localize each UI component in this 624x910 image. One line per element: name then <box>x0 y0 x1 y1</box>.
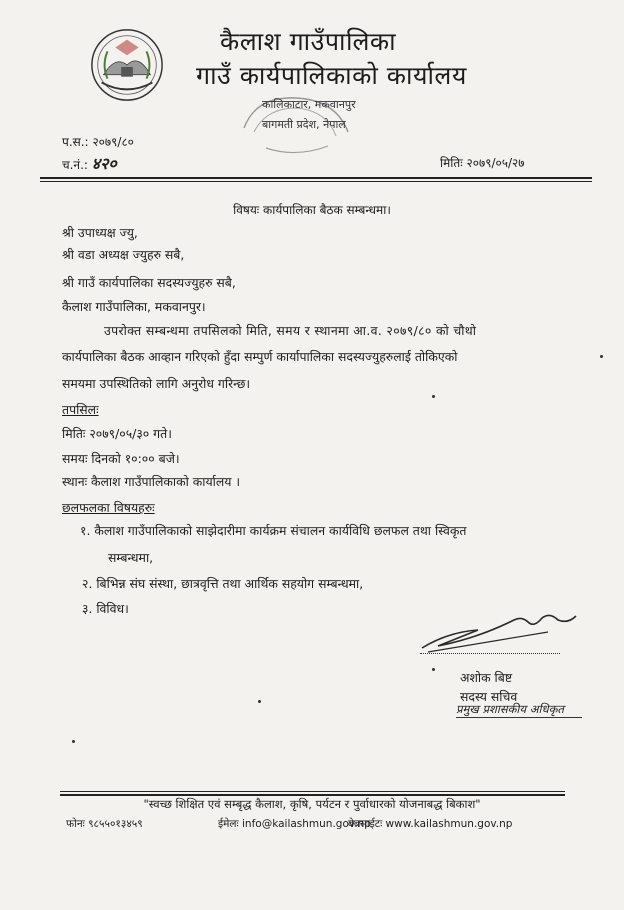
paper-speck <box>600 355 603 358</box>
meeting-place: स्थानः कैलाश गाउँपालिकाको कार्यालय । <box>62 474 241 489</box>
footer-phone: फोनः ९८५५०१३४५९ <box>66 818 143 830</box>
footer-website: वेबसाईटः www.kailashmun.gov.np <box>348 818 513 830</box>
agenda-item-2: २. बिभिन्न संघ संस्था, छात्रवृत्ति तथा आर्थिक सहयोग सम्बन्धमा, <box>82 576 364 591</box>
paper-speck <box>432 395 435 398</box>
details-heading: तपसिलः <box>62 402 99 417</box>
meeting-date: मितिः २०७९/०५/३० गते। <box>62 426 172 441</box>
footer-email: ईमेलः info@kailashmun.gov.np <box>218 818 371 830</box>
header-divider <box>40 177 592 179</box>
paper-speck <box>72 740 75 743</box>
agenda-heading: छलफलका विषयहरुः <box>62 500 155 515</box>
paper-speck <box>432 668 435 671</box>
ps-label: प.स.: <box>62 135 89 149</box>
dispatch-number <box>62 152 117 174</box>
recipient-line: श्री गाउँ कार्यपालिका सदस्यज्युहरु सबै, <box>62 275 236 290</box>
subject-line: विषयः कार्यपालिका बैठक सम्बन्धमा। <box>233 203 391 217</box>
signer-designation: सदस्य सचिव <box>460 689 518 704</box>
footer-divider-thin <box>60 791 565 792</box>
ps-value: २०७९/८० <box>92 135 134 149</box>
header-divider-thin <box>40 181 592 182</box>
body-paragraph-line: उपरोक्त सम्बन्धमा तपसिलको मिति, समय र स्थानमा आ.व. २०७९/८० को चौथो <box>104 323 477 338</box>
nepal-government-emblem-icon <box>88 26 166 104</box>
signature-line <box>420 653 560 654</box>
recipient-line: श्री उपाध्यक्ष ज्यु, <box>62 225 138 240</box>
date-value: २०७९/०५/२७ <box>466 156 525 170</box>
handwritten-signature <box>418 602 580 658</box>
reference-number <box>62 133 134 150</box>
meeting-time: समयः दिनको १०:०० बजे। <box>62 451 180 466</box>
agenda-item-1-continued: सम्बन्धमा, <box>108 550 154 565</box>
footer-divider <box>60 794 565 796</box>
agenda-item-3: ३. विविध। <box>82 601 129 616</box>
recipient-line: कैलाश गाउँपालिका, मकवानपुर। <box>62 299 206 314</box>
body-paragraph-line: समयमा उपस्थितिको लागि अनुरोध गरिन्छ। <box>62 376 251 391</box>
letter-date <box>440 154 525 171</box>
signer-designation-handwritten: प्रमुख प्रशासकीय अधिकृत <box>456 702 564 716</box>
body-paragraph-line: कार्यपालिका बैठक आव्हान गरिएको हुँदा सम्पुर्ण कार्यापालिका सदस्यज्युहरुलाई तोकिएको <box>62 349 458 364</box>
address-line-2: बागमती प्रदेश, नेपाल <box>262 118 346 131</box>
office-name: गाउँ कार्यपालिकाको कार्यालय <box>196 61 467 90</box>
agenda-item-1: १. कैलाश गाउँपालिकाको साझेदारीमा कार्यक्रम संचालन कार्यविधि छलफल तथा स्विकृत <box>80 523 467 538</box>
footer-slogan: "स्वच्छ शिक्षित एवं सम्बृद्ध कैलाश, कृषि, पर्यटन र पुर्वाधारको योजनाबद्ध बिकाश" <box>143 797 481 811</box>
cn-label: च.नं.: <box>62 158 88 172</box>
signer-name: अशोक बिष्ट <box>460 670 513 685</box>
address-line-1: कालिकाटार, मकवानपुर <box>262 98 356 111</box>
designation-underline <box>456 717 582 718</box>
date-label: मितिः <box>440 156 463 170</box>
paper-speck <box>258 700 261 703</box>
cn-value: ४२० <box>91 154 117 173</box>
organization-name: कैलाश गाउँपालिका <box>220 27 397 56</box>
recipient-line: श्री वडा अध्यक्ष ज्युहरु सबै, <box>62 247 185 262</box>
